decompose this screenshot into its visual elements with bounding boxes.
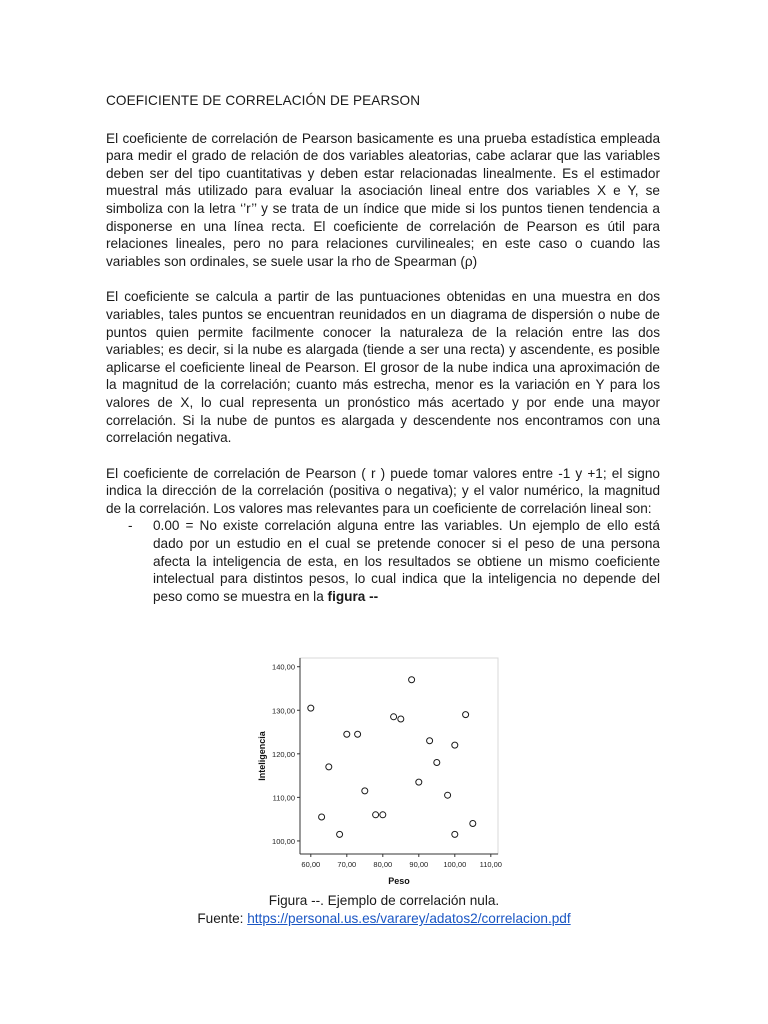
y-tick-label: 110,00 — [272, 793, 295, 803]
x-tick-label: 70,00 — [337, 860, 357, 869]
x-tick-label: 90,00 — [409, 860, 429, 869]
scatter-figure — [238, 652, 538, 892]
source-link[interactable]: https://personal.us.es/vararey/adatos2/correlacion.pdf — [247, 911, 571, 926]
plot-area — [300, 658, 498, 854]
values-list — [106, 517, 660, 605]
y-tick-label: 100,00 — [272, 836, 295, 846]
x-tick-label: 110,00 — [479, 860, 502, 869]
figure-caption: Figura --. Ejemplo de correlación nula. — [268, 893, 500, 908]
x-tick-label: 100,00 — [443, 860, 467, 869]
list-item — [106, 517, 660, 605]
y-tick-label: 130,00 — [272, 706, 295, 716]
list-item-text: 0.00 = No existe correlación alguna entre las variables. Un ejemplo de ello está dado por un estudio en el cual se pretende conocer si el peso de una persona afecta la inteligencia de esta, en los resultados se obtiene un mismo coeficiente intelectual para distintos pesos, lo cual indica que la inteligencia no depende del peso como se muestra en la — [153, 518, 660, 604]
paragraph-values: El coeficiente de correlación de Pearson ( r ) puede tomar valores entre -1 y +1; el signo indica la dirección de la correlación (positiva o negativa); y el valor numérico, la magnitud de la correlación. Los valores mas relevantes para un coeficiente de correlación lineal son: — [106, 465, 660, 516]
y-tick-label: 120,00 — [272, 749, 295, 759]
x-tick-label: 60,00 — [301, 860, 321, 869]
x-tick-label: 80,00 — [373, 860, 393, 869]
y-tick-label: 140,00 — [272, 662, 295, 672]
paragraph-calculation: El coeficiente se calcula a partir de las puntuaciones obtenidas en una muestra en dos variables, tales puntos se encuentran reunidados en un diagrama de dispersión o nube de puntos quien permite facilmente conocer la naturaleza de la relación entre las dos variables; es decir, si la nube es alargada (tiende a ser una recta) y ascendente, es posible aplicarse el coeficiente lineal de Pearson. El grosor de la nube indica una aproximación de la magnitud de la correlación; cuanto más estrecha, menor es la variación en Y para los valores de X, lo cual representa un pronóstico más acertado y por ende una mayor correlación. Si la nube de puntos es alargada y descendente nos encontramos con una correlación negativa. — [106, 289, 660, 446]
figure-reference: figura -- — [327, 588, 379, 604]
y-axis-label: Inteligencia — [257, 731, 267, 781]
document-title: COEFICIENTE DE CORRELACIÓN DE PEARSON — [106, 93, 421, 108]
source-label: Fuente: — [197, 911, 248, 926]
list-bullet: - — [128, 518, 133, 534]
x-axis-label: Peso — [388, 876, 410, 886]
document-body — [106, 92, 660, 605]
paragraph-intro: El coeficiente de correlación de Pearson basicamente es una prueba estadística empleada para medir el grado de relación de dos variables aleatorias, cabe aclarar que las variables deben ser del tipo cuantitativas y deben estar relacionadas linealmente. Es el estimador muestral más utilizado para evaluar la asociación lineal entre dos variables X e Y, se simboliza con la letra ‘’r’’ y se trata de un índice que mide si los puntos tienen tendencia a disponerse en una línea recta. El coeficiente de correlación de Pearson es útil para relaciones lineales, pero no para relaciones curvilineales; en este caso o cuando las variables son ordinales, se suele usar la rho de Spearman (ρ) — [106, 130, 660, 269]
scatter-chart — [238, 652, 538, 892]
figure-source — [0, 911, 768, 926]
